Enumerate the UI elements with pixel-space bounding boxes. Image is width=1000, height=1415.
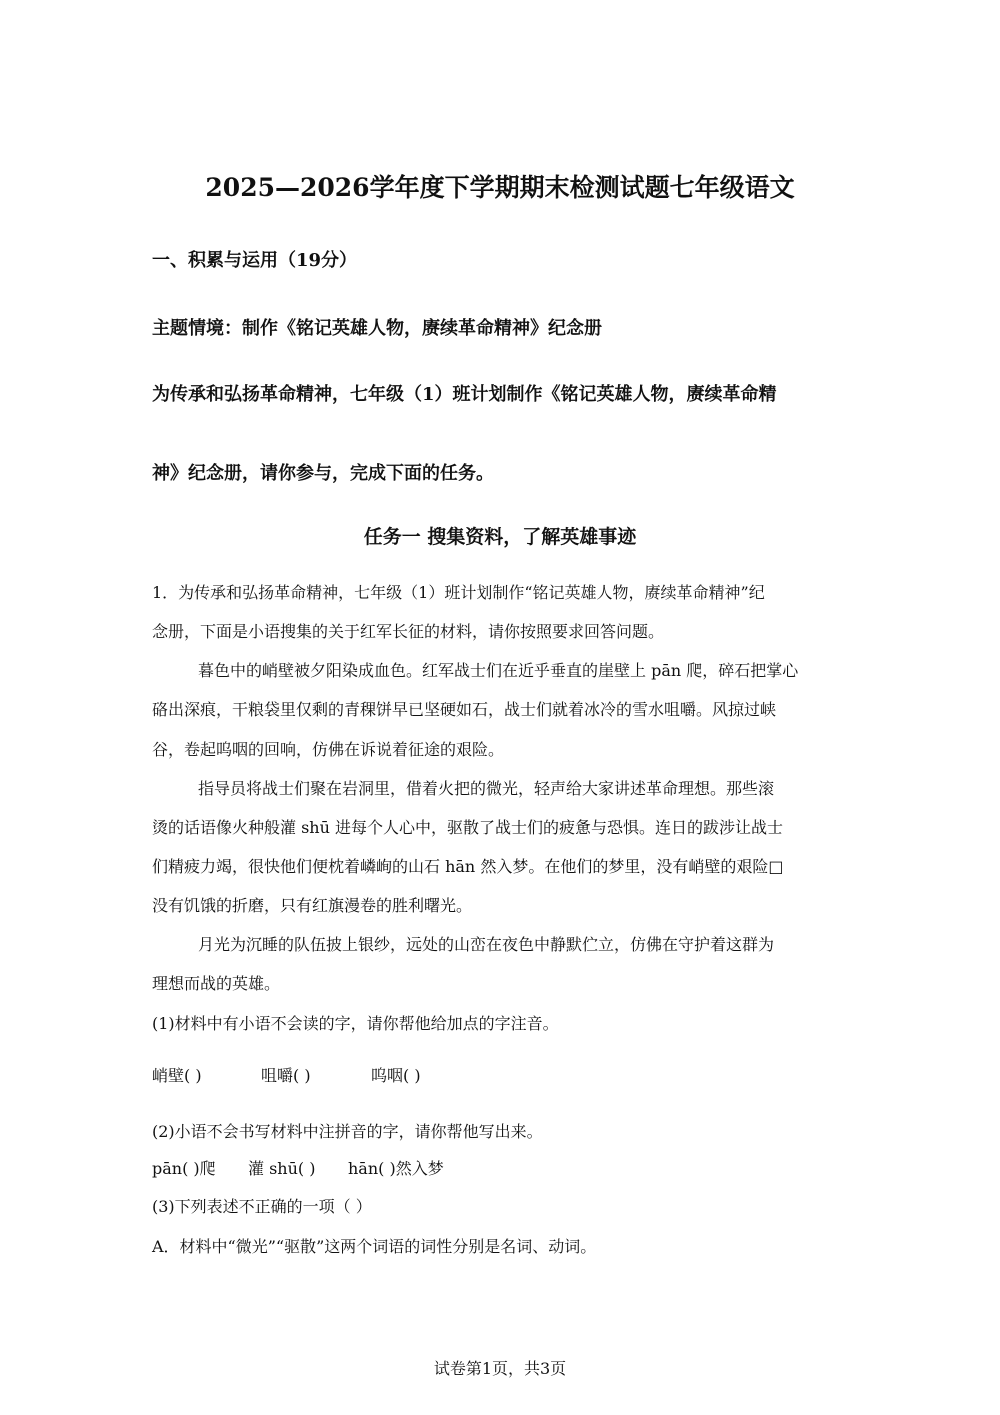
- intro-line-1: 为传承和弘扬革命精神，七年级（1）班计划制作《铭记英雄人物，赓续革命精: [152, 384, 777, 405]
- answer-blank: pān( )爬: [152, 1159, 216, 1178]
- answer-blank: 咀嚼( ): [261, 1066, 311, 1085]
- page-title: 2025—2026学年度下学期期末检测试题七年级语文: [205, 173, 795, 202]
- subquestion-3: (3)下列表述不正确的一项（ ）: [152, 1197, 372, 1216]
- task-heading: 任务一 搜集资料，了解英雄事迹: [363, 526, 637, 548]
- question-line: 念册，下面是小语搜集的关于红军长征的材料，请你按照要求回答问题。: [152, 622, 665, 641]
- passage-line: 谷，卷起呜咽的回响，仿佛在诉说着征途的艰险。: [152, 740, 505, 759]
- passage-line: 没有饥饿的折磨，只有红旗漫卷的胜利曙光。: [152, 896, 473, 915]
- theme-line: 主题情境：制作《铭记英雄人物，赓续革命精神》纪念册: [152, 318, 602, 339]
- page-footer: 试卷第1页，共3页: [433, 1359, 567, 1378]
- passage-line: 月光为沉睡的队伍披上银纱，远处的山峦在夜色中静默伫立，仿佛在守护着这群为: [198, 935, 775, 954]
- passage-line: 硌出深痕，干粮袋里仅剩的青稞饼早已坚硬如石，战士们就着冰冷的雪水咀嚼。风掠过峡: [152, 700, 777, 719]
- passage-line: 暮色中的峭壁被夕阳染成血色。红军战士们在近乎垂直的崖壁上 pān 爬，碎石把掌心: [198, 661, 799, 680]
- passage-line: 们精疲力竭，很快他们便枕着嶙峋的山石 hān 然入梦。在他们的梦里，没有峭壁的艰险□: [152, 857, 784, 876]
- question-line: 1．为传承和弘扬革命精神，七年级（1）班计划制作“铭记英雄人物，赓续革命精神”纪: [152, 583, 765, 602]
- subquestion-1: (1)材料中有小语不会读的字，请你帮他给加点的字注音。: [152, 1014, 559, 1033]
- section-heading: 一、积累与运用（19分）: [152, 250, 358, 271]
- intro-line-2: 神》纪念册，请你参与，完成下面的任务。: [152, 463, 494, 484]
- answer-blank: 呜咽( ): [371, 1066, 421, 1085]
- subquestion-2: (2)小语不会书写材料中注拼音的字，请你帮他写出来。: [152, 1122, 543, 1141]
- option-a: A．材料中“微光”“驱散”这两个词语的词性分别是名词、动词。: [152, 1237, 597, 1256]
- answer-blank: hān( )然入梦: [348, 1159, 444, 1178]
- passage-line: 烫的话语像火种般灌 shū 进每个人心中，驱散了战士们的疲惫与恐惧。连日的跋涉让战士: [152, 818, 783, 837]
- answer-blank: 峭壁( ): [152, 1066, 202, 1085]
- passage-line: 指导员将战士们聚在岩洞里，借着火把的微光，轻声给大家讲述革命理想。那些滚: [198, 779, 775, 798]
- answer-blank: 灌 shū( ): [248, 1159, 316, 1178]
- passage-line: 理想而战的英雄。: [152, 974, 281, 993]
